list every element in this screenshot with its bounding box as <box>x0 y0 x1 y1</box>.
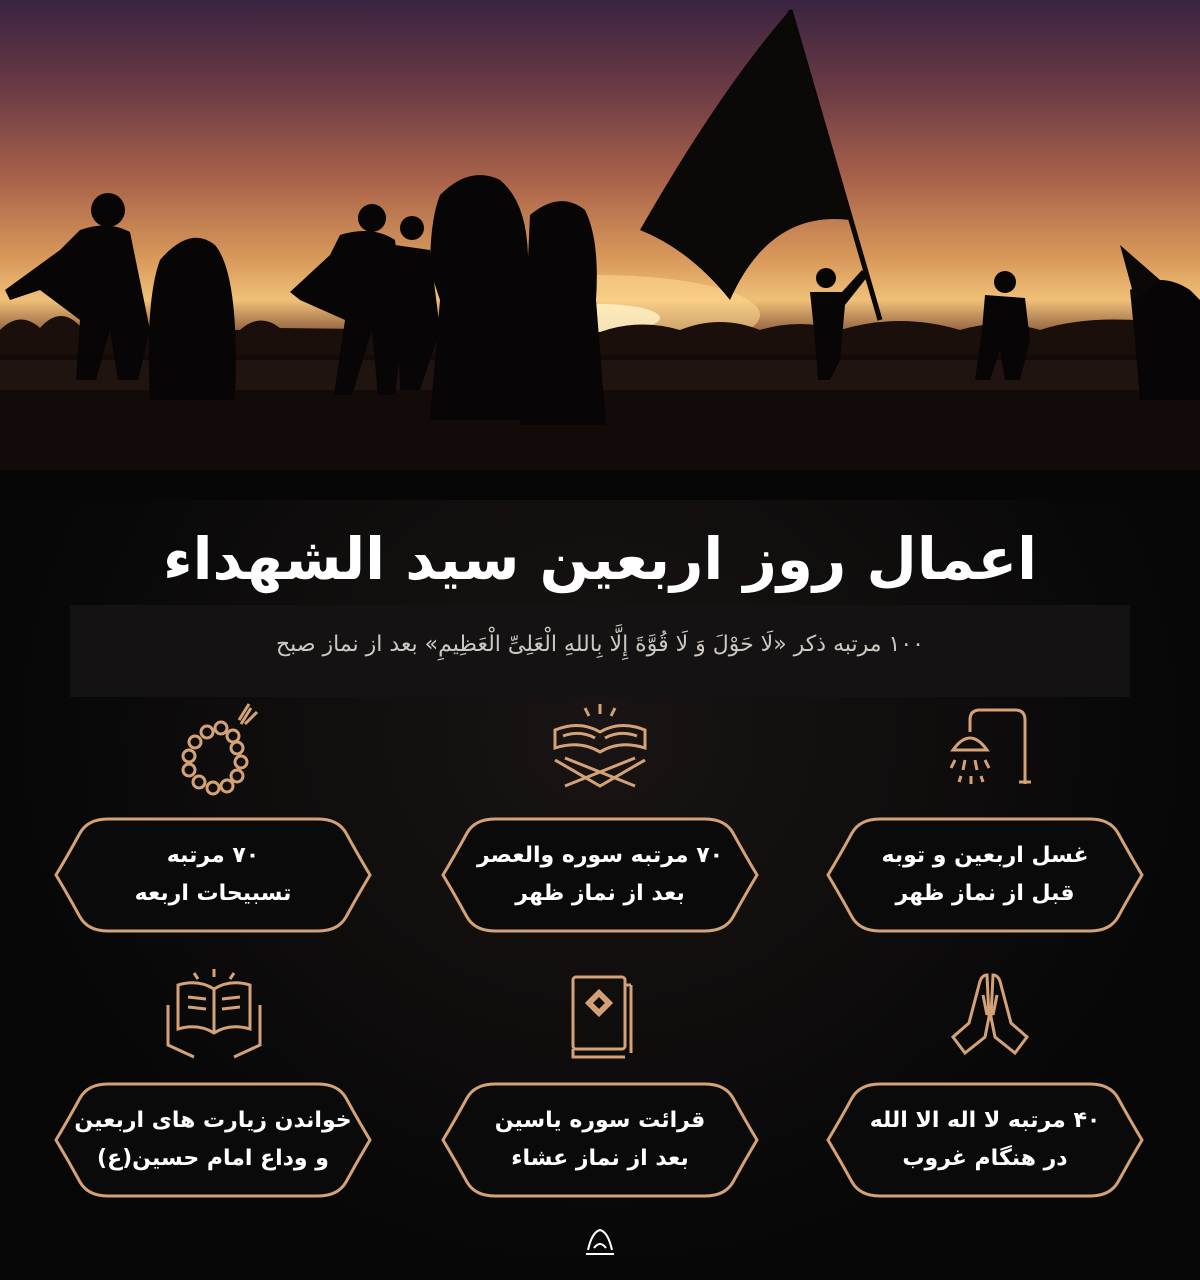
card-line2: و وداع امام حسین(ع) <box>97 1146 329 1171</box>
card-line1: ۷۰ مرتبه <box>166 843 260 868</box>
praying-hands-icon <box>925 965 1055 1065</box>
card-line1: ۷۰ مرتبه سوره والعصر <box>476 843 724 868</box>
card-line2: بعد از نماز عشاء <box>511 1146 689 1171</box>
card-line2: قبل از نماز ظهر <box>895 881 1075 906</box>
card-line2: در هنگام غروب <box>902 1146 1068 1171</box>
hero-photo <box>0 0 1200 500</box>
amal-card-tasbihat <box>48 815 378 935</box>
card-line2: تسبیحات اربعه <box>134 881 292 906</box>
amal-card-ghusl <box>820 815 1150 935</box>
card-line1: خواندن زیارت های اربعین <box>74 1108 352 1133</box>
shower-icon <box>925 702 1055 802</box>
card-line2: بعد از نماز ظهر <box>515 881 685 906</box>
page-title: اعمال روز اربعین سید الشهداء <box>163 525 1037 593</box>
card-line1: غسل اربعین و توبه <box>881 843 1089 868</box>
publisher-logo <box>580 1222 620 1262</box>
pilgrims-silhouette-scene <box>0 0 1200 500</box>
amal-card-tahlil <box>820 1080 1150 1200</box>
quran-stand-icon <box>535 700 665 800</box>
reading-book-icon <box>150 965 280 1065</box>
quran-book-icon <box>535 965 665 1065</box>
prayer-beads-icon <box>155 702 285 802</box>
amal-card-ziyarat <box>48 1080 378 1200</box>
card-line1: ۴۰ مرتبه لا اله الا الله <box>869 1108 1101 1133</box>
card-line1: قرائت سوره یاسین <box>494 1108 706 1133</box>
amal-card-asr <box>435 815 765 935</box>
subtitle: ۱۰۰ مرتبه ذکر «لَا حَوْلَ وَ لَا قُوَّةَ إِلَّا بِاللهِ الْعَلِیِّ الْعَظِيمِ» بعد از نماز صبح <box>275 632 924 657</box>
amal-card-yasin <box>435 1080 765 1200</box>
